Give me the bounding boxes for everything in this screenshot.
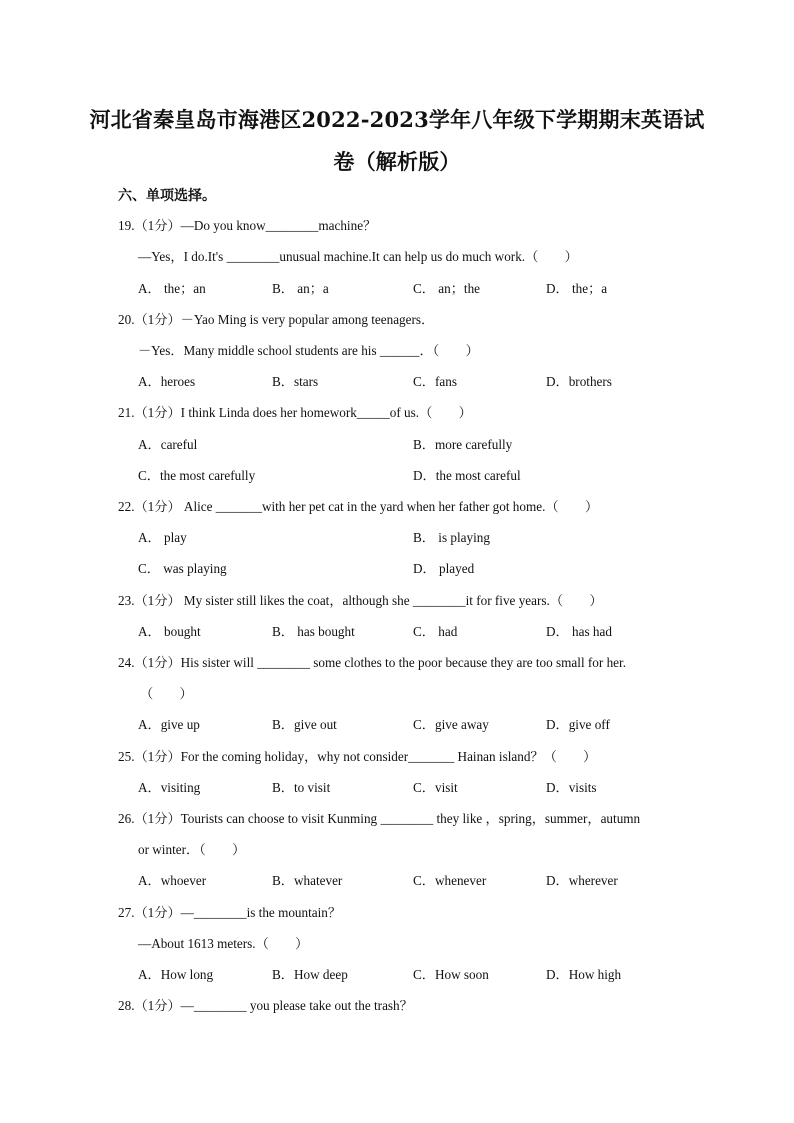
- question-26-option-d[interactable]: D．wherever: [546, 873, 618, 888]
- question-26-stem-line-2: or winter．（ ）: [138, 842, 246, 857]
- question-19-option-a[interactable]: A． the；an: [138, 281, 206, 296]
- question-27-option-c[interactable]: C．How soon: [413, 967, 489, 982]
- question-27-option-d[interactable]: D．How high: [546, 967, 622, 982]
- question-20-stem: 20.（1分）－Yao Ming is very popular among teenagers．: [118, 312, 435, 327]
- question-23-option-c[interactable]: C． had: [413, 624, 458, 639]
- question-27-option-b[interactable]: B．How deep: [272, 967, 348, 982]
- question-19-option-d[interactable]: D． the；a: [546, 281, 608, 296]
- question-22-option-c[interactable]: C． was playing: [138, 561, 227, 576]
- question-23-option-a[interactable]: A． bought: [138, 624, 201, 639]
- question-24-stem-line-2: （ ）: [140, 686, 193, 701]
- question-19-stem-line-2: —Yes，I do.It's ________unusual machine.It can help us do much work.（ ）: [138, 249, 578, 264]
- question-21-stem: 21.（1分）I think Linda does her homework_____of us.（ ）: [118, 405, 472, 420]
- question-19-stem: 19.（1分）—Do you know________machine？: [118, 218, 377, 233]
- document-title-line-1: 河北省秦皇岛市海港区2022-2023学年八年级下学期期末英语试: [89, 107, 705, 132]
- question-25-option-a[interactable]: A．visiting: [138, 780, 201, 795]
- question-22-stem: 22.（1分） Alice _______with her pet cat in the yard when her father got home.（ ）: [118, 499, 599, 514]
- question-27-stem-line-2: —About 1613 meters.（ ）: [138, 936, 309, 951]
- question-24-option-a[interactable]: A．give up: [138, 717, 200, 732]
- question-26-stem: 26.（1分）Tourists can choose to visit Kunming ________ they like ，spring，summer，autumn: [118, 811, 641, 826]
- question-23-stem: 23.（1分） My sister still likes the coat，although she ________it for five years.（ ）: [118, 593, 603, 608]
- question-23-option-d[interactable]: D． has had: [546, 624, 612, 639]
- question-22-option-a[interactable]: A． play: [138, 530, 187, 545]
- document-title-line-2: 卷（解析版）: [333, 149, 461, 174]
- question-28-stem: 28.（1分）—________ you please take out the trash？: [118, 998, 413, 1013]
- question-24-stem: 24.（1分）His sister will ________ some clothes to the poor because they are too small for her.: [118, 655, 626, 670]
- question-26-option-a[interactable]: A．whoever: [138, 873, 207, 888]
- question-22-option-d[interactable]: D． played: [413, 561, 475, 576]
- question-23-option-b[interactable]: B． has bought: [272, 624, 355, 639]
- question-24-option-b[interactable]: B．give out: [272, 717, 337, 732]
- question-27-stem: 27.（1分）—________is the mountain？: [118, 905, 342, 920]
- question-20-stem-line-2: －Yes．Many middle school students are his ______．（ ）: [138, 343, 479, 358]
- question-21-option-d[interactable]: D．the most careful: [413, 468, 521, 483]
- question-25-option-d[interactable]: D．visits: [546, 780, 597, 795]
- question-25-stem: 25.（1分）For the coming holiday，why not consider_______ Hainan island？（ ）: [118, 749, 597, 764]
- question-26-option-b[interactable]: B．whatever: [272, 873, 343, 888]
- question-20-option-c[interactable]: C．fans: [413, 374, 457, 389]
- question-21-option-c[interactable]: C．the most carefully: [138, 468, 256, 483]
- question-27-option-a[interactable]: A．How long: [138, 967, 214, 982]
- question-25-option-c[interactable]: C．visit: [413, 780, 458, 795]
- question-26-option-c[interactable]: C．whenever: [413, 873, 487, 888]
- question-19-option-c[interactable]: C． an；the: [413, 281, 481, 296]
- question-21-option-a[interactable]: A．careful: [138, 437, 198, 452]
- question-21-option-b[interactable]: B．more carefully: [413, 437, 513, 452]
- question-20-option-d[interactable]: D．brothers: [546, 374, 612, 389]
- question-24-option-d[interactable]: D．give off: [546, 717, 610, 732]
- question-25-option-b[interactable]: B．to visit: [272, 780, 331, 795]
- question-20-option-b[interactable]: B．stars: [272, 374, 319, 389]
- section-heading: 六、单项选择。: [118, 188, 216, 204]
- question-24-option-c[interactable]: C．give away: [413, 717, 489, 732]
- question-20-option-a[interactable]: A．heroes: [138, 374, 196, 389]
- question-19-option-b[interactable]: B． an；a: [272, 281, 329, 296]
- question-22-option-b[interactable]: B． is playing: [413, 530, 490, 545]
